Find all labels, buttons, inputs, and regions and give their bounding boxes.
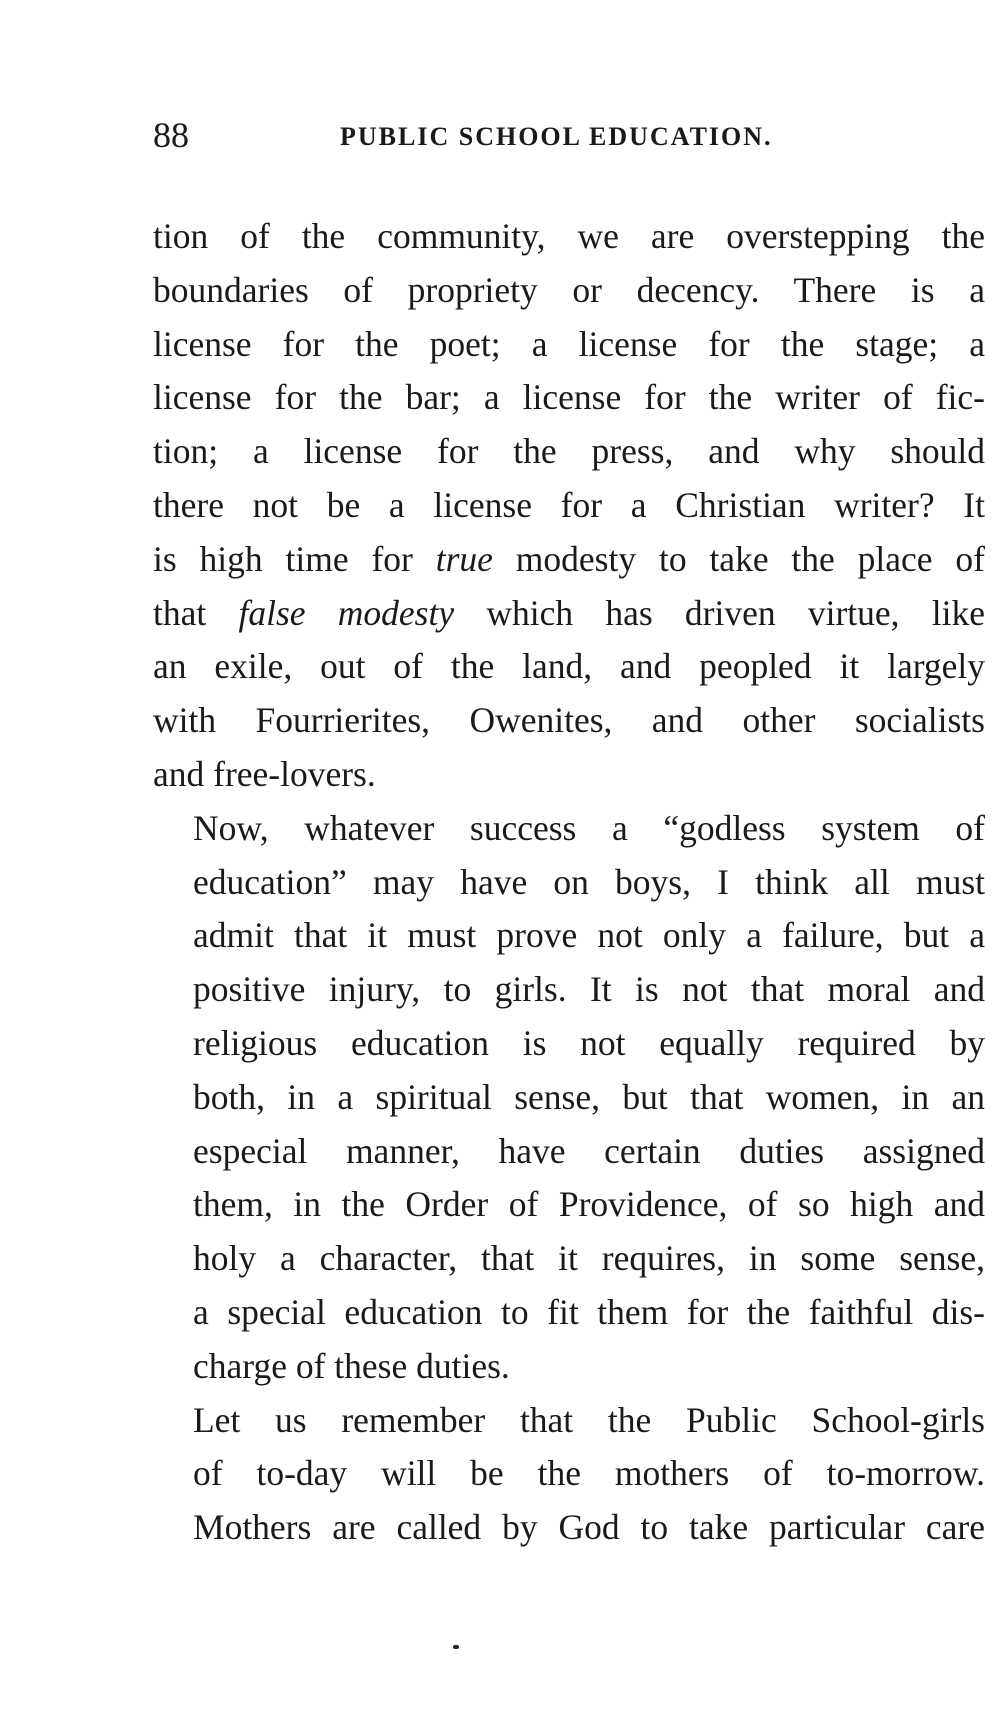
text-line: Now, whatever success a “godless system of xyxy=(193,807,985,848)
text-line: charge of these duties. xyxy=(193,1345,510,1386)
emphasis-true: true xyxy=(435,538,493,579)
text-line xyxy=(153,533,985,587)
text-line: them, in the Order of Providence, of so high and xyxy=(193,1184,985,1225)
text-line: an exile, out of the land, and peopled it largely xyxy=(153,646,985,687)
text-line: education” may have on boys, I think all must xyxy=(193,861,985,902)
text-line: there not be a license for a Christian writer? It xyxy=(153,484,985,525)
text-line: of to-day will be the mothers of to-morrow. xyxy=(193,1453,985,1494)
text-line: and free-lovers. xyxy=(153,753,376,794)
text-line: positive injury, to girls. It is not that moral and xyxy=(193,969,985,1010)
text-line: both, in a spiritual sense, but that women, in an xyxy=(193,1076,985,1117)
running-title: PUBLIC SCHOOL EDUCATION. xyxy=(340,122,773,151)
paragraph-1 xyxy=(153,210,985,802)
paragraph-3 xyxy=(153,1394,985,1555)
text-line: license for the poet; a license for the stage; a xyxy=(153,323,985,364)
page-number: 88 xyxy=(153,115,189,155)
page-header xyxy=(153,115,953,155)
text-line xyxy=(153,587,985,641)
emphasis-false-modesty: false modesty xyxy=(238,592,455,633)
paragraph-2 xyxy=(153,802,985,1394)
text-run: which has driven virtue, like xyxy=(454,592,985,633)
text-line: admit that it must prove not only a failure, but a xyxy=(193,915,985,956)
text-line: holy a character, that it requires, in some sense, xyxy=(193,1238,985,1279)
printer-mark xyxy=(453,1645,459,1649)
text-line: Let us remember that the Public School-girls xyxy=(193,1399,985,1440)
text-run: modesty to take the place of xyxy=(492,538,985,579)
text-line: religious education is not equally required by xyxy=(193,1022,985,1063)
text-line: boundaries of propriety or decency. There is a xyxy=(153,269,985,310)
text-run: is high time for xyxy=(153,538,436,579)
text-line: license for the bar; a license for the writer of fic- xyxy=(153,377,985,418)
body-text xyxy=(153,210,985,1555)
text-line: tion of the community, we are overstepping the xyxy=(153,216,985,256)
text-line: a special education to fit them for the faithful dis- xyxy=(193,1291,985,1332)
text-run: that xyxy=(153,592,239,633)
text-line: especial manner, have certain duties assigned xyxy=(193,1130,985,1171)
text-line: Mothers are called by God to take particular care xyxy=(193,1507,985,1548)
text-line: tion; a license for the press, and why should xyxy=(153,431,985,472)
text-line: with Fourrierites, Owenites, and other socialists xyxy=(153,700,985,741)
